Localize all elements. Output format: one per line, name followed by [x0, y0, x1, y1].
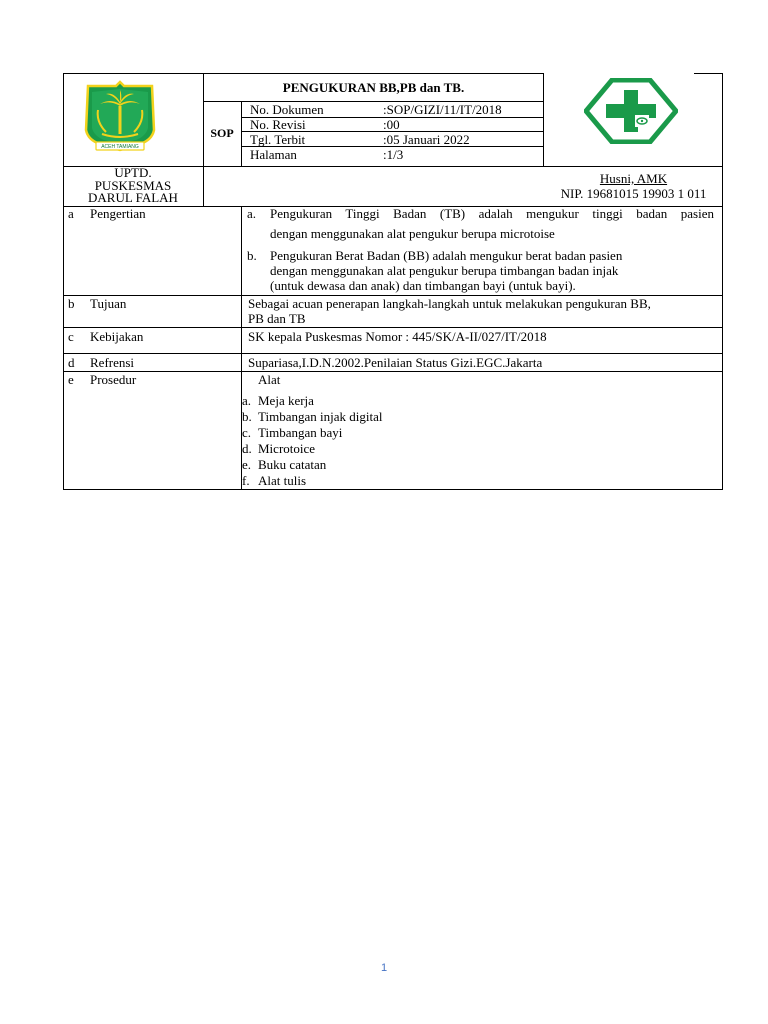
meta-value-rev: :00	[383, 117, 400, 132]
section-label-tujuan: Tujuan	[90, 296, 127, 311]
signatory-nip: NIP. 19681015 19903 1 011	[560, 186, 707, 201]
border	[722, 73, 723, 490]
tool-item: Timbangan bayi	[258, 425, 343, 440]
logo-banner-text: ACEH TAMIANG	[101, 144, 139, 151]
tool-item: Buku catatan	[258, 457, 327, 472]
definition-bb-line-1: Pengukuran Berat Badan (BB) adalah mengukur berat badan pasien	[270, 248, 623, 263]
section-letter-e: e	[68, 372, 74, 387]
meta-label-rev: No. Revisi	[250, 117, 306, 132]
org-line-3: DARUL FALAH	[88, 190, 178, 205]
section-label-refrensi: Refrensi	[90, 355, 135, 370]
definition-tb-line-1: Pengukuran Tinggi Badan (TB) adalah mengukur tinggi badan pasien	[270, 206, 714, 221]
purpose-line-1: Sebagai acuan penerapan langkah-langkah untuk melakukan pengukuran BB,	[248, 296, 651, 311]
list-marker: b.	[247, 248, 257, 263]
meta-value-date: :05 Januari 2022	[383, 132, 470, 147]
section-label-kebijakan: Kebijakan	[90, 329, 144, 344]
list-marker: f.	[242, 473, 250, 488]
definition-bb-line-2: dengan menggunakan alat pengukur berupa timbangan badan injak	[270, 263, 619, 278]
document-title: PENGUKURAN BB,PB dan TB.	[282, 80, 465, 95]
tool-item: Alat tulis	[258, 473, 307, 488]
border	[63, 489, 723, 490]
signatory-name: Husni, AMK	[599, 171, 668, 186]
org-line-2: PUSKESMAS	[94, 178, 172, 193]
tool-item: Meja kerja	[258, 393, 314, 408]
purpose-line-2: PB dan TB	[248, 311, 306, 326]
section-letter-c: c	[68, 329, 74, 344]
meta-value-page: :1/3	[383, 147, 404, 162]
list-marker: c.	[242, 425, 252, 440]
tool-item: Microtoice	[258, 441, 316, 456]
section-label-pengertian: Pengertian	[90, 206, 146, 221]
list-marker: d.	[242, 441, 252, 456]
meta-value-doc: :SOP/GIZI/11/IT/2018	[383, 102, 502, 117]
definition-bb-line-3: (untuk dewasa dan anak) dan timbangan bayi (untuk bayi).	[270, 278, 576, 293]
org-line-1: UPTD.	[114, 165, 152, 180]
border	[63, 73, 64, 490]
procedure-heading: Alat	[258, 372, 281, 387]
border	[63, 353, 723, 354]
regency-logo-icon	[80, 80, 160, 154]
tool-item: Timbangan injak digital	[258, 409, 383, 424]
sop-label: SOP	[210, 126, 234, 140]
list-marker: b.	[242, 409, 252, 424]
border	[241, 101, 242, 167]
section-letter-d: d	[68, 355, 75, 370]
meta-label-doc: No. Dokumen	[250, 102, 324, 117]
meta-label-date: Tgl. Terbit	[250, 132, 306, 147]
border	[63, 73, 544, 74]
border	[63, 371, 723, 372]
section-letter-a: a	[68, 206, 74, 221]
definition-tb-line-2: dengan menggunakan alat pengukur berupa microtoise	[270, 226, 555, 241]
policy-text: SK kepala Puskesmas Nomor : 445/SK/A-II/027/IT/2018	[248, 329, 547, 344]
section-label-prosedur: Prosedur	[90, 372, 137, 387]
page-number: 1	[380, 962, 388, 974]
list-marker: e.	[242, 457, 252, 472]
list-marker: a.	[242, 393, 252, 408]
reference-text: Supariasa,I.D.N.2002.Penilaian Status Gizi.EGC.Jakarta	[248, 355, 543, 370]
section-letter-b: b	[68, 296, 75, 311]
border	[694, 73, 723, 74]
border	[63, 327, 723, 328]
list-marker: a.	[247, 206, 257, 221]
meta-label-page: Halaman	[250, 147, 297, 162]
health-cross-icon	[584, 78, 678, 144]
